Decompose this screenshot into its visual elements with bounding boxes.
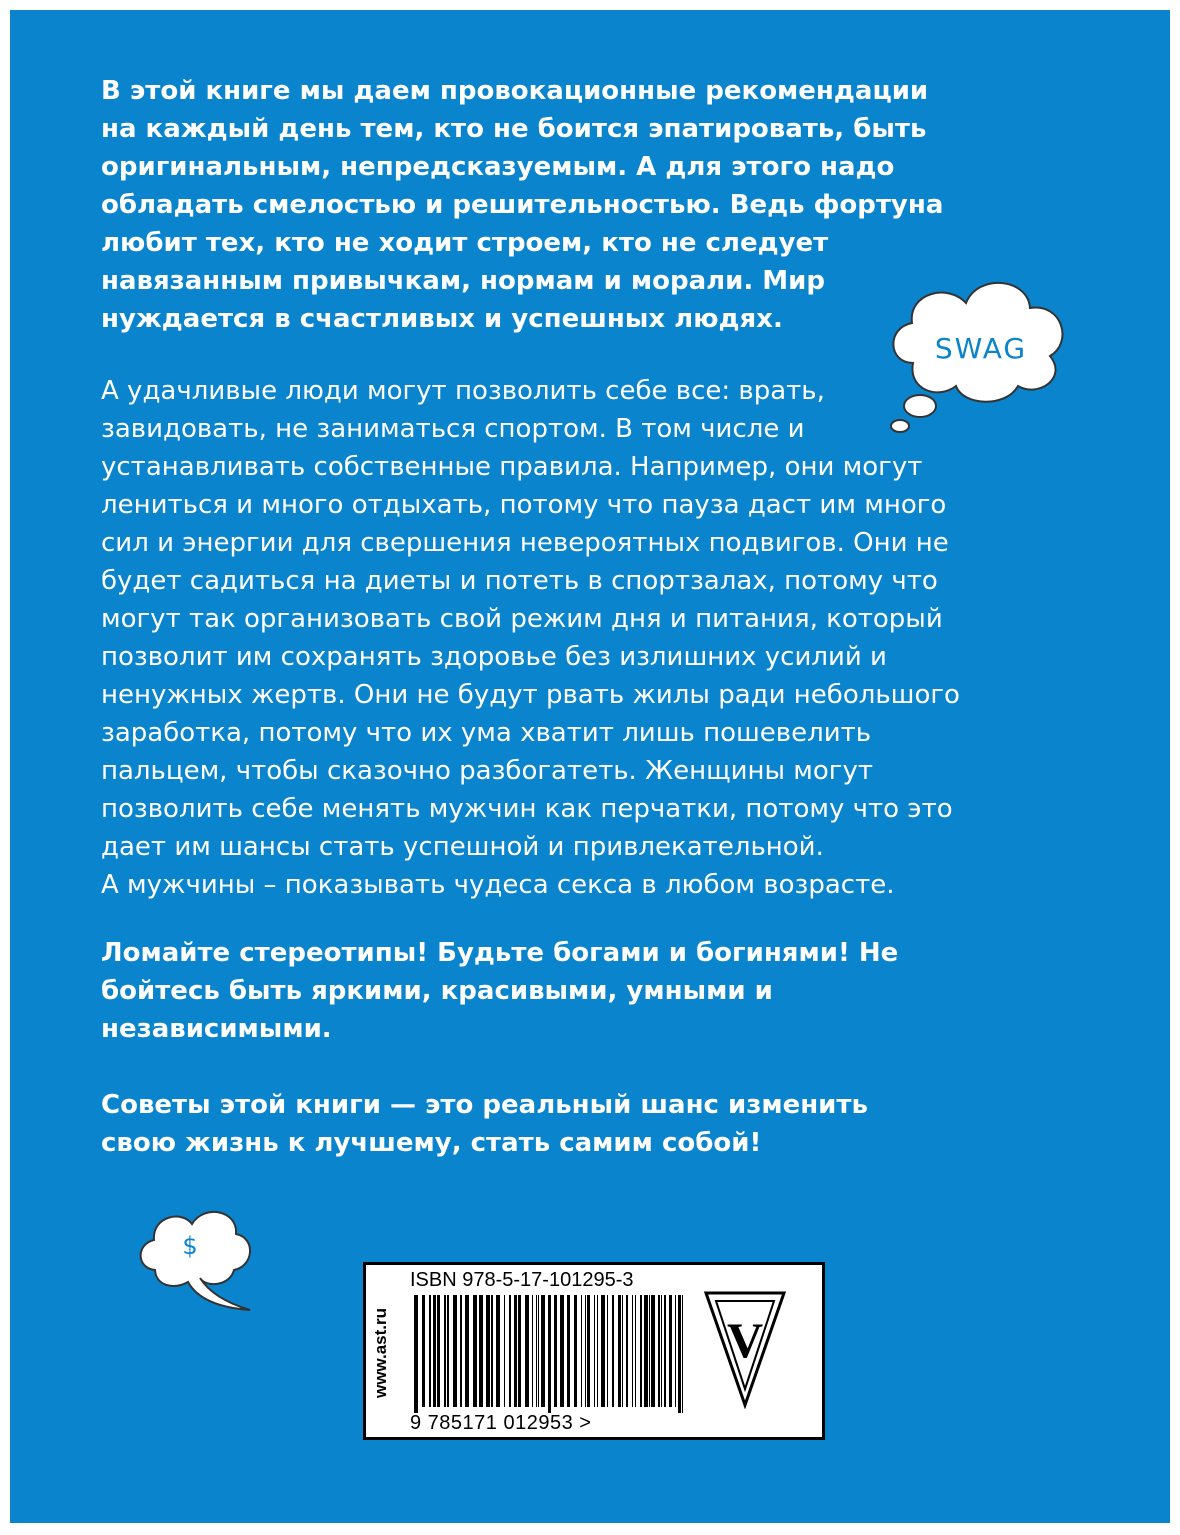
body-paragraph: А удачливые люди могут позволить себе все: врать, завидовать, не заниматься спортом. В том числе и устанавливать собственные правила. Например, они могут лениться и много отдыхать, потому что пауза даст им много сил и энергии для свершения невероятных подвигов. Они не будет садиться на диеты и потеть в спортзалах, потому что могут так организовать свой режим дня и питания, который позволит им сохранять здоровье без излишних усилий и ненужных жертв. Они не будут рвать жилы ради небольшого заработка, потому что их ума хватит лишь пошевелить пальцем, чтобы сказочно разбогатеть. Женщины могут позволить себе менять мужчин как перчатки, потому что это дает им шансы стать успешной и привлекательной. А мужчины – показывать чудеса секса в любом возрасте. [101, 376, 960, 900]
barcode-bar [618, 1295, 621, 1407]
barcode-bar [640, 1295, 642, 1407]
barcode-bar [473, 1295, 477, 1407]
barcode-bar [504, 1295, 505, 1407]
barcode-bar [560, 1295, 564, 1407]
barcode-bar [594, 1295, 595, 1407]
barcode-bar [554, 1295, 557, 1407]
barcode-bar [661, 1295, 662, 1407]
barcode-bar [651, 1295, 655, 1407]
barcode-bar [649, 1295, 650, 1407]
barcode-bar [626, 1295, 628, 1407]
barcode-bars [414, 1295, 684, 1413]
barcode-bar [453, 1295, 457, 1407]
barcode-bar [429, 1295, 431, 1407]
barcode-bar [581, 1295, 582, 1407]
barcode-bar [632, 1295, 633, 1407]
barcode-bar [601, 1295, 605, 1407]
barcode-bar [460, 1295, 462, 1407]
barcode-bar [585, 1295, 586, 1407]
barcode-panel [363, 1262, 825, 1440]
barcode-bar [682, 1295, 683, 1413]
barcode-bar [486, 1295, 490, 1407]
barcode-bar [669, 1295, 672, 1407]
barcode-bar [536, 1295, 537, 1407]
back-cover [10, 10, 1170, 1523]
barcode-bar [658, 1295, 660, 1407]
swag-label: SWAG [934, 332, 1028, 365]
barcode-bar [664, 1295, 666, 1407]
barcode-bar [635, 1295, 636, 1407]
barcode-bar [532, 1295, 533, 1407]
barcode-bar [509, 1295, 511, 1407]
barcode-bar [574, 1295, 577, 1407]
logo-letter: V [726, 1312, 764, 1368]
barcode-bar [612, 1295, 614, 1407]
barcode-bar [465, 1295, 469, 1407]
barcode-bar [514, 1295, 517, 1407]
publisher-website: www.ast.ru [371, 1307, 390, 1399]
barcode-bar [447, 1295, 449, 1407]
barcode-bar [678, 1295, 681, 1413]
barcode-bar [433, 1295, 436, 1407]
dollar-label: $ [182, 1232, 198, 1260]
barcode-bar [518, 1295, 521, 1407]
barcode-bar [496, 1295, 500, 1407]
barcode-bar [414, 1295, 418, 1413]
barcode-bar [444, 1295, 446, 1407]
barcode-bar [597, 1295, 598, 1407]
barcode-bar [538, 1295, 539, 1407]
closing-paragraph: Советы этой книги — это реальный шанс изменить свою жизнь к лучшему, стать самим собой! [101, 1090, 868, 1158]
barcode-bar [437, 1295, 440, 1407]
barcode-bar [587, 1295, 590, 1407]
barcode-bar [567, 1295, 570, 1407]
barcode-bar [422, 1295, 425, 1407]
call-paragraph: Ломайте стереотипы! Будьте богами и богинями! Не бойтесь быть яркими, красивыми, умными и независимыми. [101, 938, 899, 1044]
barcode-bar [607, 1295, 608, 1407]
barcode-bar [491, 1295, 493, 1407]
publisher-logo-icon [703, 1289, 787, 1409]
barcode-bar [622, 1295, 623, 1407]
barcode-bar [548, 1295, 551, 1413]
intro-paragraph: В этой книге мы даем провокационные рекомендации на каждый день тем, кто не боится эпатировать, быть оригинальным, непредсказуемым. А для этого надо обладать смелостью и решительностью. Ведь фортуна любит тех, кто не ходит строем, кто не следует навязанным привычкам, нормам и морали. Мир нуждается в счастливых и успешных людях. [101, 76, 944, 334]
barcode-bar [525, 1295, 529, 1407]
barcode-bar [644, 1295, 648, 1407]
barcode-bar [675, 1295, 676, 1407]
isbn-label: ISBN 978-5-17-101295-3 [410, 1269, 634, 1291]
barcode-bar [479, 1295, 483, 1407]
barcode-digits: 9 785171 012953 > [410, 1412, 592, 1434]
barcode-bar [541, 1295, 545, 1407]
